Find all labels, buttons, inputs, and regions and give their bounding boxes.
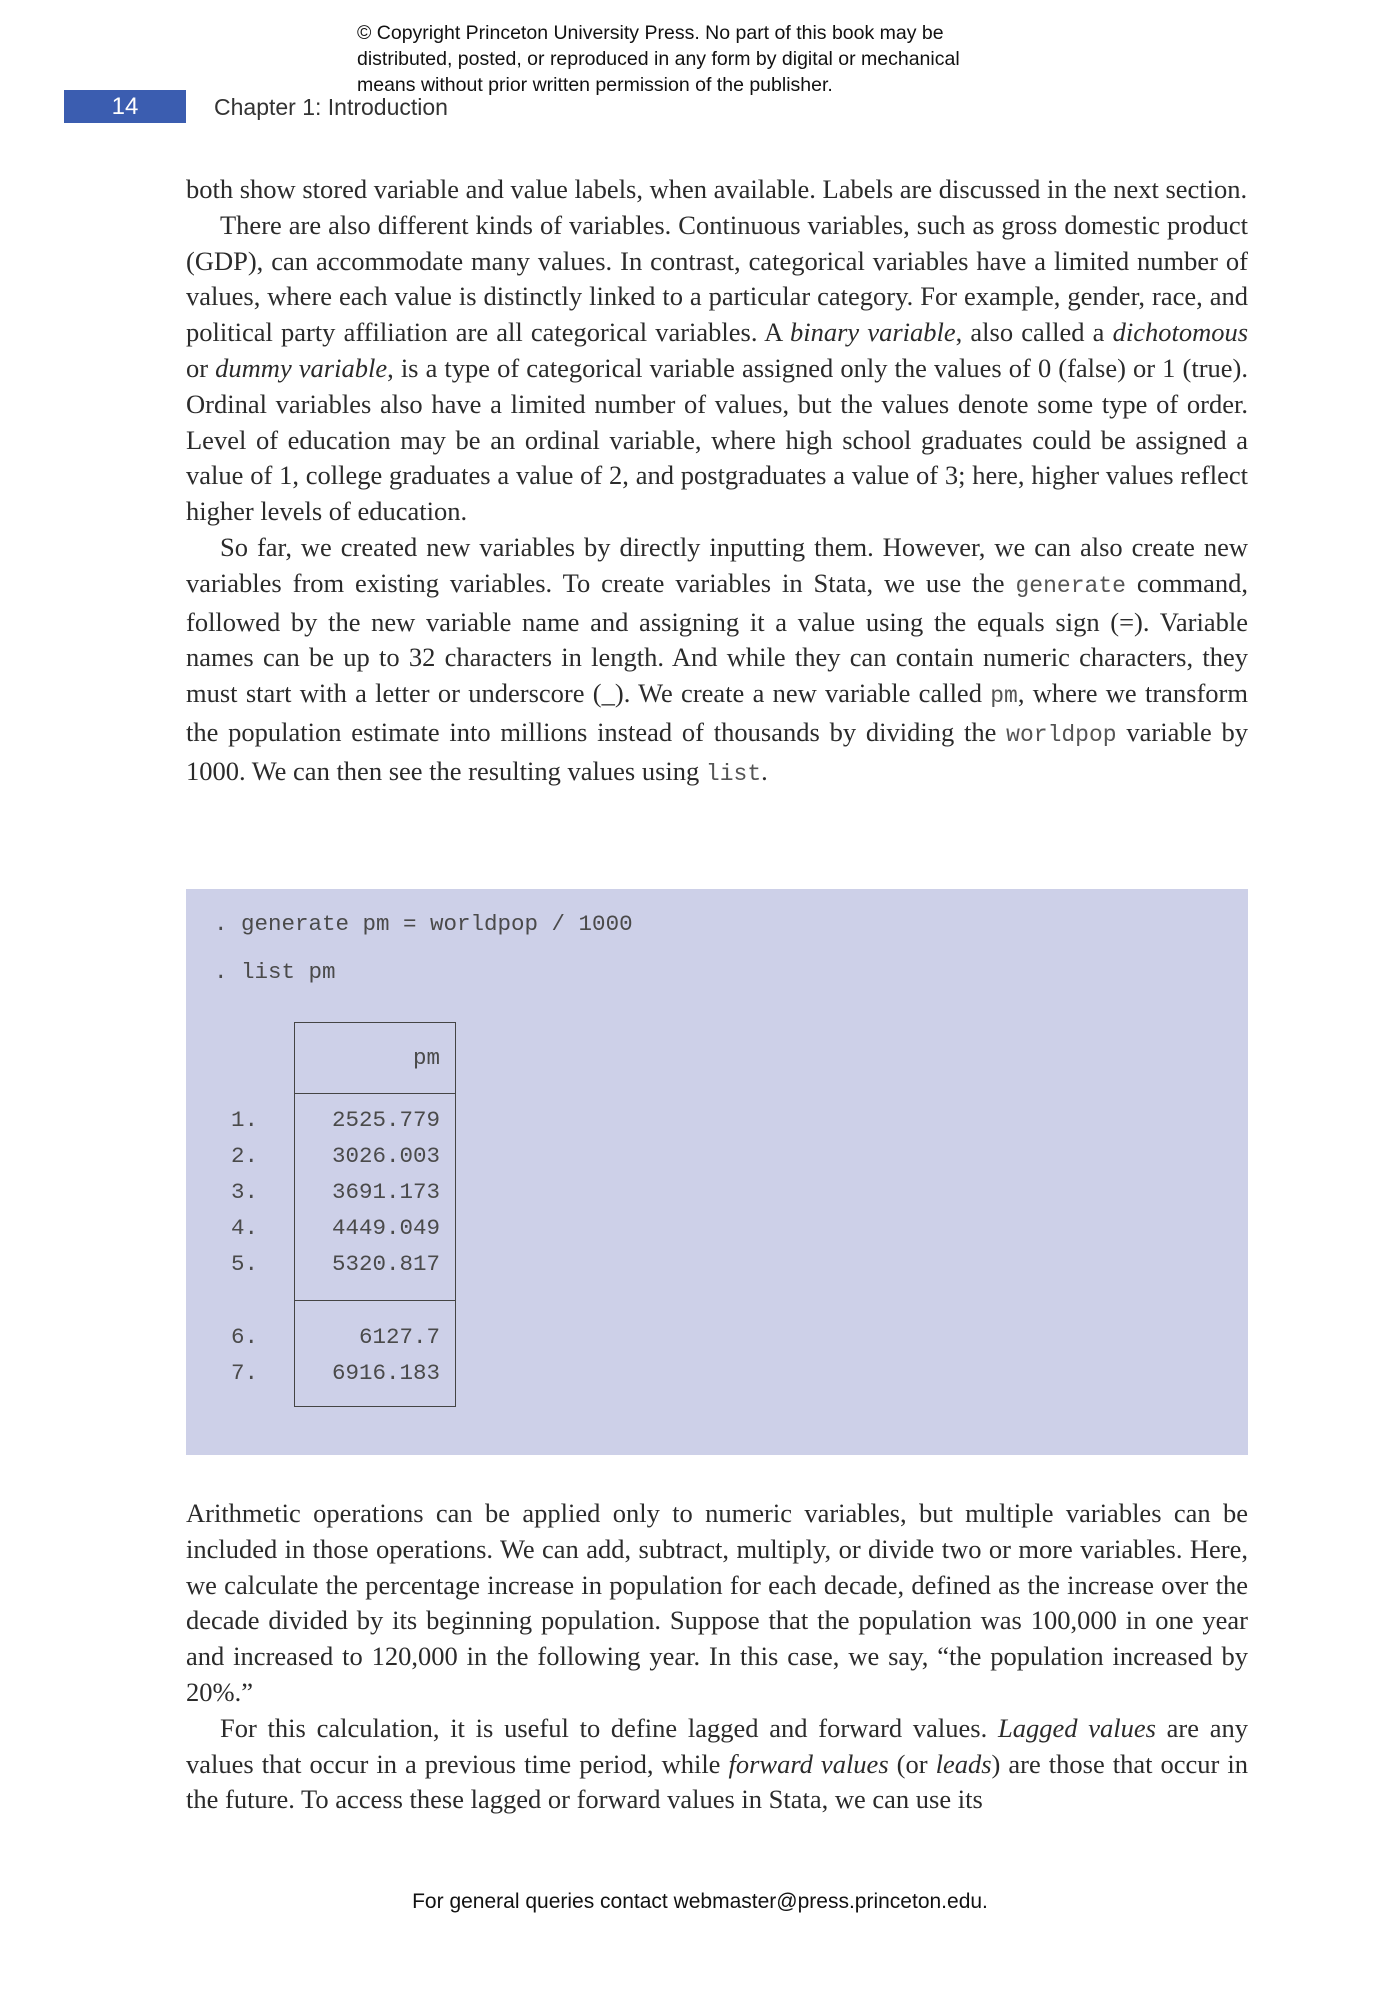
paragraph-3-text-a: So far, we created new variables by directly inputting them. However, we can also create new variables from existing variables. To create variables in Stata, we use the [186, 531, 1248, 598]
paragraph-1: both show stored variable and value labels, when available. Labels are discussed in the next section. [186, 174, 1248, 204]
paragraph-5-text-a: For this calculation, it is useful to define lagged and forward values. [220, 1712, 998, 1743]
body-text-bottom [186, 1496, 1248, 1818]
body-text-top [186, 172, 1248, 793]
code-worldpop: worldpop [1006, 721, 1117, 748]
paragraph-5-text-b: are any values that occur in a previous time period, while [186, 1712, 1248, 1779]
code-pm: pm [990, 683, 1018, 710]
paragraph-5-text-d: ) are those that occur in the future. To access these lagged or forward values in Stata, we can use its [186, 1748, 1248, 1815]
chapter-title: Chapter 1: Introduction [214, 94, 448, 120]
footer-contact: For general queries contact webmaster@press.princeton.edu. [412, 1890, 988, 1913]
table-row-index: 1. [230, 1107, 258, 1133]
term-binary-variable: binary variable [790, 317, 956, 348]
table-header-box [294, 1022, 456, 1094]
code-generate: generate [1015, 572, 1126, 599]
term-forward-values: forward values [728, 1748, 889, 1779]
paragraph-3-text-b: command, followed by the new variable name and assigning it a value using the equals sign (=). Variable names can be up to 32 characters in length. And while they can contain numeric characters, they must start with a letter or underscore (_). We create a new variable called [186, 567, 1248, 709]
command-list: . list pm [214, 959, 336, 985]
paragraph-5-text-c: (or [888, 1748, 936, 1779]
table-cell-value: 3691.173 [331, 1179, 440, 1205]
table-row-index: 2. [230, 1143, 258, 1169]
paragraph-5 [186, 1711, 1248, 1818]
page-number: 14 [64, 90, 186, 123]
paragraph-3-text-c: , where we transform the population estimate into millions instead of thousands by dividing the [186, 678, 1248, 747]
paragraph-3 [186, 530, 1248, 793]
copyright-line-3: means without prior written permission of the publisher. [357, 74, 833, 96]
table-column-header: pm [412, 1045, 440, 1071]
copyright-notice [357, 20, 1057, 98]
paragraph-3-text-e: . [761, 755, 768, 786]
table-body-box-1 [294, 1093, 456, 1301]
paragraph-2-text-c: or [186, 352, 216, 383]
term-leads: leads [935, 1748, 992, 1779]
table-row-index: 5. [230, 1251, 258, 1277]
term-dummy-variable: dummy variable [215, 352, 388, 383]
table-row-index: 4. [230, 1215, 258, 1241]
table-cell-value: 6127.7 [358, 1324, 440, 1350]
copyright-line-1: © Copyright Princeton University Press. No part of this book may be [357, 22, 944, 44]
table-cell-value: 3026.003 [331, 1143, 440, 1169]
term-dichotomous: dichotomous [1112, 317, 1249, 348]
paragraph-2-text-d: , is a type of categorical variable assigned only the values of 0 (false) or 1 (true). Ordinal variables also have a limited number of values, but the values denote some type of order. Level of education may be an ordinal variable, where high school graduates could be assigned a value of 1, college graduates a value of 2, and postgraduates a value of 3; here, higher values reflect higher levels of education. [186, 352, 1248, 527]
command-generate: . generate pm = worldpop / 1000 [214, 911, 633, 937]
table-body-box-2 [294, 1300, 456, 1407]
copyright-line-2: distributed, posted, or reproduced in any form by digital or mechanical [357, 48, 960, 70]
table-cell-value: 5320.817 [331, 1251, 440, 1277]
paragraph-2-text-a: There are also different kinds of variables. Continuous variables, such as gross domestic product (GDP), can accommodate many values. In contrast, categorical variables have a limited number of values, where each value is distinctly linked to a particular category. For example, gender, race, and political party affiliation are all categorical variables. A [186, 209, 1248, 348]
table-cell-value: 2525.779 [331, 1107, 440, 1133]
term-lagged-values: Lagged values [997, 1712, 1156, 1743]
paragraph-4: Arithmetic operations can be applied only to numeric variables, but multiple variables can be included in those operations. We can add, subtract, multiply, or divide two or more variables. Here, we calculate the percentage increase in population for each decade, defined as the increase over the decade divided by its beginning population. Suppose that the population was 100,000 in one year and increased to 120,000 in the following year. In this case, we say, “the population increased by 20%.” [186, 1498, 1248, 1707]
paragraph-2 [186, 208, 1248, 530]
stata-output-block [186, 889, 1248, 1455]
table-row-index: 3. [230, 1179, 258, 1205]
table-row-index: 6. [230, 1324, 258, 1350]
code-list: list [705, 760, 762, 787]
paragraph-2-text-b: , also called a [955, 317, 1113, 348]
table-cell-value: 4449.049 [331, 1215, 440, 1241]
paragraph-3-text-d: variable by 1000. We can then see the resulting values using [186, 716, 1248, 786]
table-row-index: 7. [230, 1360, 258, 1386]
table-cell-value: 6916.183 [331, 1360, 440, 1386]
